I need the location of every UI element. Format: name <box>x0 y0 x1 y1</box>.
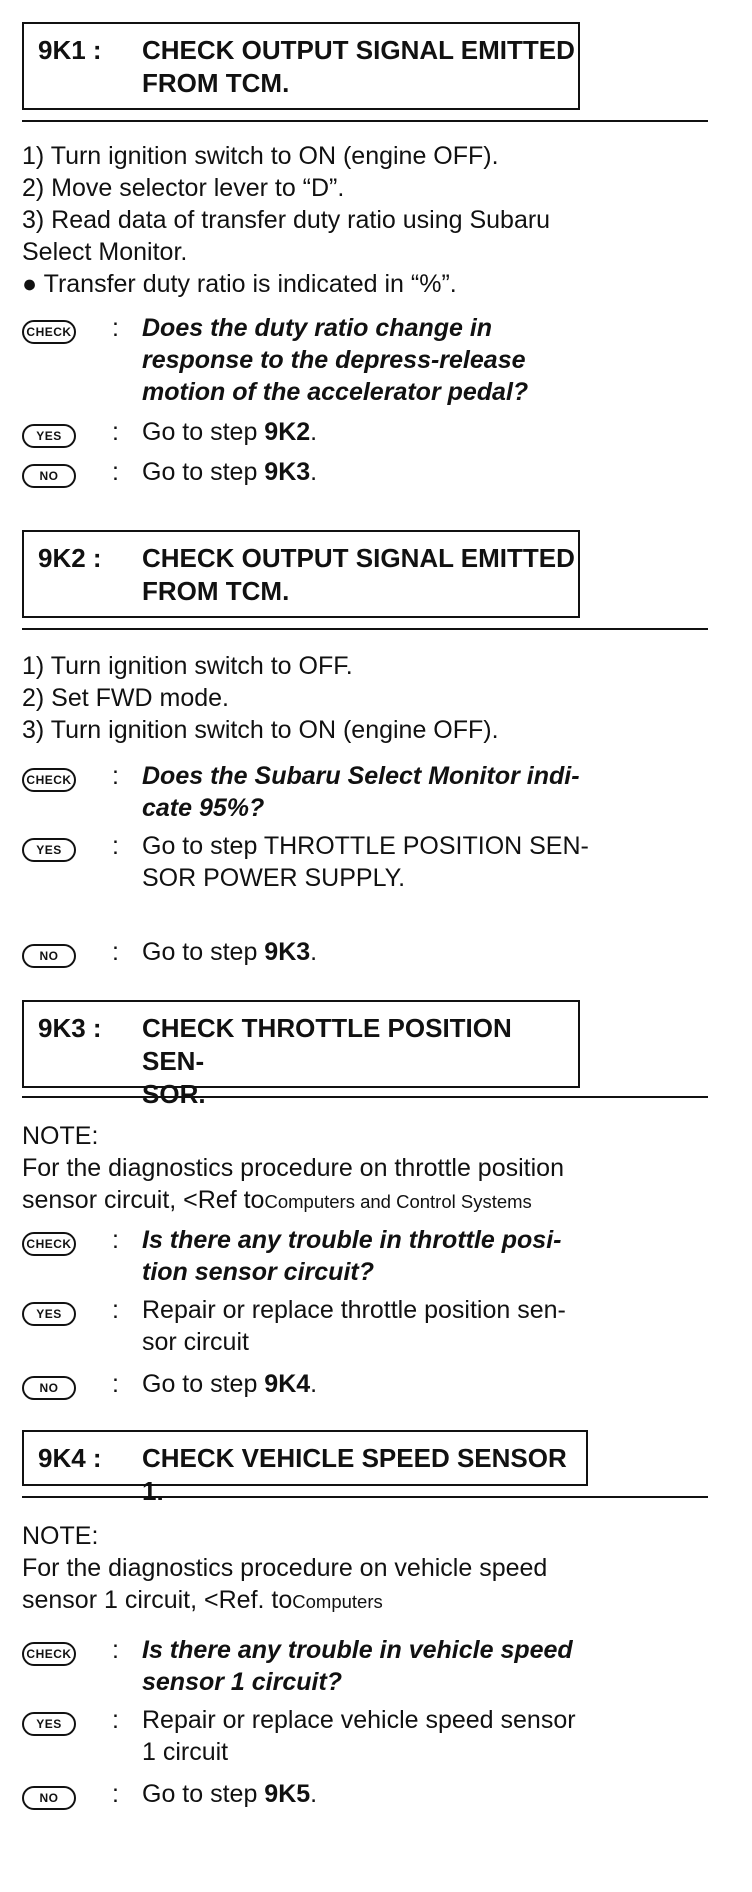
colon: : <box>112 1780 119 1808</box>
step-link[interactable]: 9K3 <box>264 938 311 966</box>
yes-answer <box>142 416 708 448</box>
note-text: For the diagnostics procedure on vehicle speed <box>22 1554 548 1582</box>
colon: : <box>112 1636 119 1664</box>
colon: : <box>112 1296 119 1324</box>
answer-text: Go to step <box>142 418 265 446</box>
colon: : <box>112 938 119 966</box>
answer-punct: . <box>310 938 318 966</box>
no-badge-icon: NO <box>22 1786 76 1810</box>
answer-text: Go to step <box>142 1370 265 1398</box>
check-badge-icon: CHECK <box>22 1642 76 1666</box>
step-line: 3) Read data of transfer duty ratio using Subaru <box>22 206 551 234</box>
section-title: CHECK OUTPUT SIGNAL EMITTED FROM TCM. <box>142 35 575 98</box>
yes-answer: Repair or replace vehicle speed sensor 1 circuit <box>142 1706 576 1766</box>
colon: : <box>112 1706 119 1734</box>
answer-punct: . <box>310 418 318 446</box>
answer-text: Go to step <box>142 938 265 966</box>
section-title: CHECK THROTTLE POSITION SEN- SOR. <box>142 1013 512 1109</box>
yes-badge-icon: YES <box>22 1712 76 1736</box>
section-divider <box>22 628 708 630</box>
bullet-line: ● Transfer duty ratio is indicated in “%”. <box>22 270 457 298</box>
answer-punct: . <box>310 1370 318 1398</box>
no-answer <box>142 456 708 488</box>
no-answer <box>142 1368 708 1400</box>
ref-link[interactable]: Computers and Control Systems <box>264 1191 532 1212</box>
step-link[interactable]: 9K2 <box>264 418 311 446</box>
yes-badge-icon: YES <box>22 838 76 862</box>
step-line: 1) Turn ignition switch to ON (engine OFF). <box>22 142 499 170</box>
step-line: 2) Move selector lever to “D”. <box>22 174 345 202</box>
note-ref: sensor 1 circuit, <Ref. to <box>22 1586 293 1614</box>
section-divider <box>22 1096 708 1098</box>
colon: : <box>112 832 119 860</box>
note-label: NOTE: <box>22 1522 99 1550</box>
note-text <box>22 1584 383 1618</box>
step-line: 2) Set FWD mode. <box>22 684 229 712</box>
section-9k1-header <box>22 22 580 110</box>
check-question: Does the duty ratio change in response to the depress-release motion of the accelerator pedal? <box>142 314 529 406</box>
check-badge-icon: CHECK <box>22 320 76 344</box>
section-9k2-header <box>22 530 580 618</box>
check-badge-icon: CHECK <box>22 1232 76 1256</box>
section-title: CHECK OUTPUT SIGNAL EMITTED FROM TCM. <box>142 543 575 606</box>
colon: : <box>112 1370 119 1398</box>
section-code: 9K4 : <box>38 1443 102 1473</box>
colon: : <box>112 762 119 790</box>
colon: : <box>112 1226 119 1254</box>
no-badge-icon: NO <box>22 944 76 968</box>
step-line: 1) Turn ignition switch to OFF. <box>22 652 353 680</box>
note-text: For the diagnostics procedure on throttle position <box>22 1154 564 1182</box>
section-divider <box>22 120 708 122</box>
section-9k4-header <box>22 1430 588 1506</box>
colon: : <box>112 458 119 486</box>
answer-punct: . <box>310 458 318 486</box>
yes-badge-icon: YES <box>22 424 76 448</box>
section-divider <box>22 1496 708 1498</box>
section-code: 9K1 : <box>38 35 102 65</box>
answer-punct: . <box>310 1780 318 1808</box>
note-text <box>22 1184 532 1218</box>
section-code: 9K2 : <box>38 543 102 573</box>
colon: : <box>112 314 119 342</box>
no-badge-icon: NO <box>22 1376 76 1400</box>
step-link[interactable]: 9K4 <box>264 1370 311 1398</box>
step-line: 3) Turn ignition switch to ON (engine OFF). <box>22 716 499 744</box>
yes-badge-icon: YES <box>22 1302 76 1326</box>
step-link[interactable]: 9K3 <box>264 458 311 486</box>
section-code: 9K3 : <box>38 1013 102 1043</box>
check-question: Does the Subaru Select Monitor indi- cate 95%? <box>142 762 580 822</box>
step-line: Select Monitor. <box>22 238 188 266</box>
yes-answer[interactable]: Go to step THROTTLE POSITION SEN- SOR POWER SUPPLY. <box>142 832 589 892</box>
no-answer <box>142 1778 708 1810</box>
check-question: Is there any trouble in throttle posi- tion sensor circuit? <box>142 1226 562 1286</box>
answer-text: Go to step <box>142 458 265 486</box>
check-question: Is there any trouble in vehicle speed sensor 1 circuit? <box>142 1636 573 1696</box>
check-badge-icon: CHECK <box>22 768 76 792</box>
section-title: CHECK VEHICLE SPEED SENSOR 1. <box>142 1443 567 1506</box>
yes-answer: Repair or replace throttle position sen- sor circuit <box>142 1296 566 1356</box>
colon: : <box>112 418 119 446</box>
note-label: NOTE: <box>22 1122 99 1150</box>
no-answer <box>142 936 708 968</box>
answer-text: Go to step <box>142 1780 265 1808</box>
note-ref: sensor circuit, <Ref to <box>22 1186 265 1214</box>
no-badge-icon: NO <box>22 464 76 488</box>
step-link[interactable]: 9K5 <box>264 1780 311 1808</box>
ref-link[interactable]: Computers <box>292 1591 383 1612</box>
section-9k3-header <box>22 1000 580 1109</box>
